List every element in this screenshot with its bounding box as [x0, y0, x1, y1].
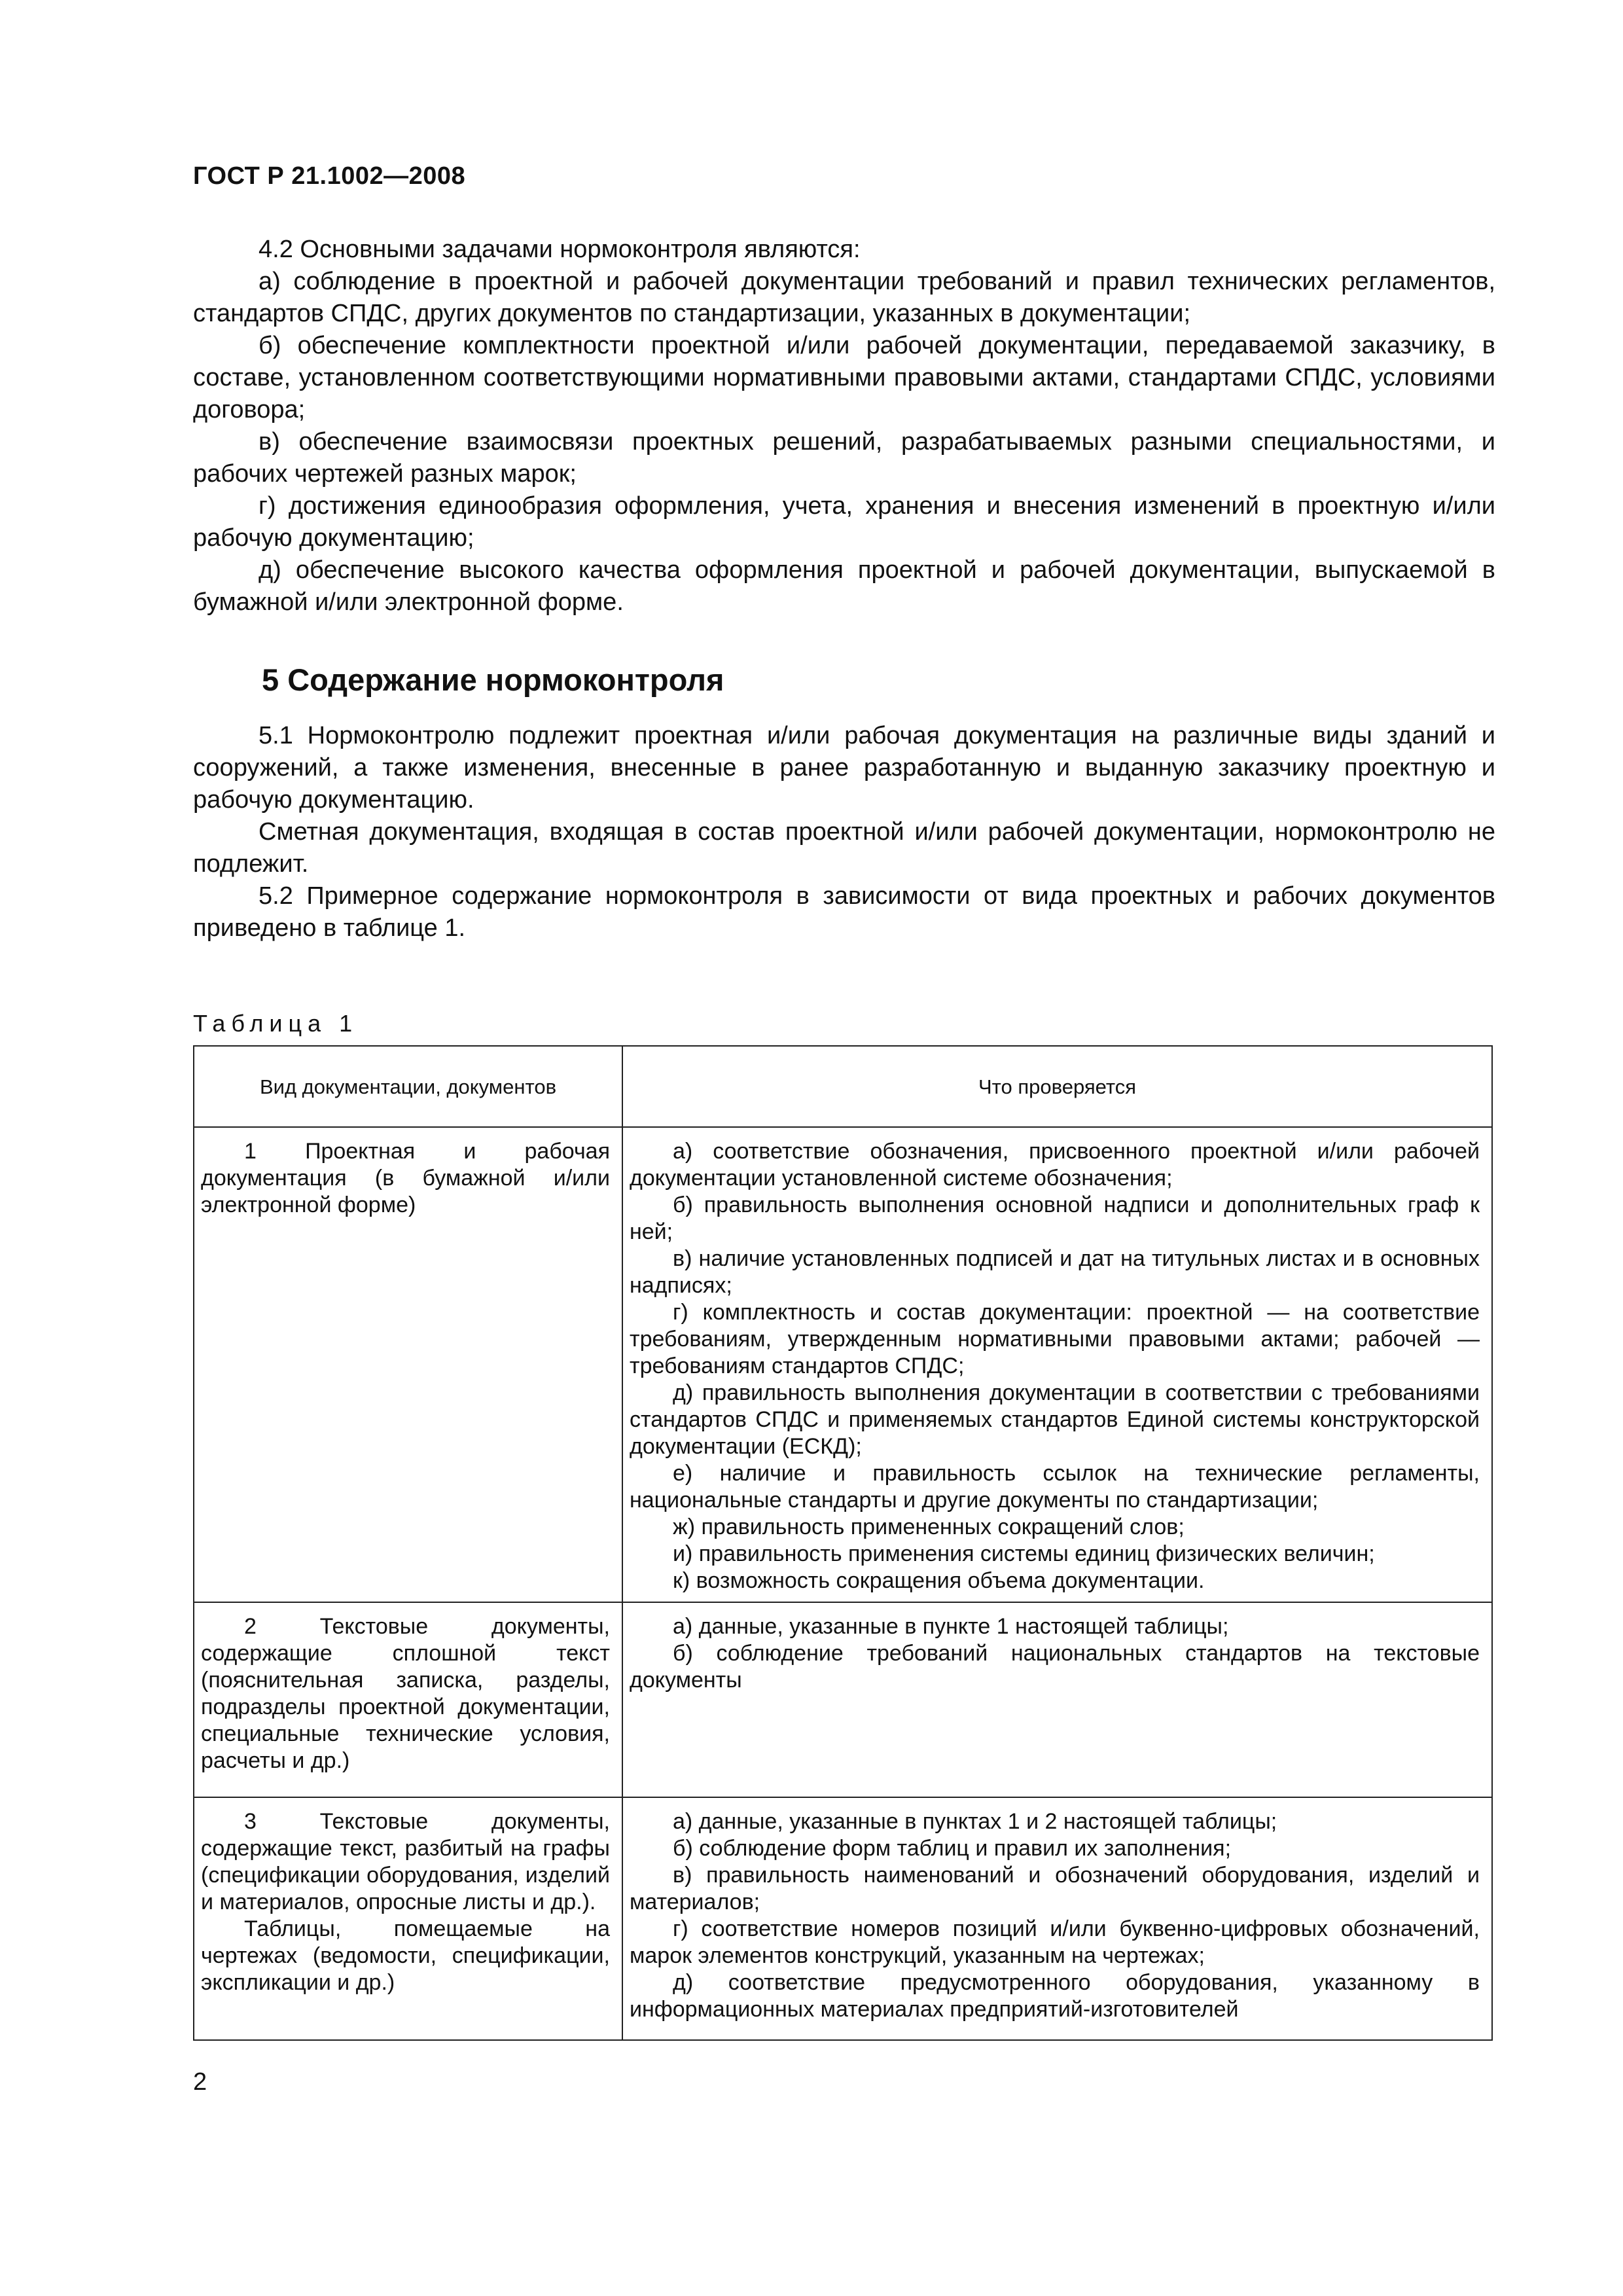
paragraph: Сметная документация, входящая в состав проектной и/или рабочей документации, нормоконтролю не подлежит.: [193, 818, 1495, 878]
paragraph: а) соблюдение в проектной и рабочей документации требований и правил технических регламентов, стандартов СПДС, других документов по стандартизации, указанных в документации;: [193, 268, 1495, 327]
cell-text: 1 Проектная и рабочая документация (в бумажной и/или электронной форме): [201, 1139, 610, 1217]
cell-text: г) комплектность и состав документации: проектной — на соответствие требованиям, утвержденным нормативными правовыми актами; рабочей — требованиям стандартов СПДС;: [630, 1300, 1480, 1378]
cell-text: ж) правильность примененных сокращений слов;: [673, 1515, 1185, 1539]
cell-text: б) правильность выполнения основной надписи и дополнительных граф к ней;: [630, 1193, 1480, 1244]
page-number: 2: [193, 2068, 207, 2096]
table-header-row: [194, 1046, 1492, 1127]
norm-control-table: [193, 1045, 1493, 2041]
cell-text: Таблицы, помещаемые на чертежах (ведомости, спецификации, экспликации и др.): [201, 1916, 610, 1995]
table-cell-doc-type: [194, 1127, 622, 1602]
section-5-text: [193, 720, 1495, 944]
cell-text: д) соответствие предусмотренного оборудования, указанному в информационных материалах предприятий-изготовителей: [630, 1970, 1480, 2022]
paragraph: 4.2 Основными задачами нормоконтроля являются:: [259, 236, 861, 263]
cell-text: 2 Текстовые документы, содержащие сплошной текст (пояснительная записка, разделы, подразделы проектной документации, специальные технические условия, расчеты и др.): [201, 1614, 610, 1773]
cell-text: г) соответствие номеров позиций и/или буквенно-цифровых обозначений, марок элементов конструкций, указанным на чертежах;: [630, 1916, 1480, 1968]
paragraph: 5.1 Нормоконтролю подлежит проектная и/или рабочая документация на различные виды зданий и сооружений, а также изменения, внесенные в ранее разработанную и выданную заказчику проектную и рабочую документацию.: [193, 722, 1495, 814]
cell-text: в) наличие установленных подписей и дат на титульных листах и в основных надписях;: [630, 1246, 1480, 1298]
cell-text: в) правильность наименований и обозначений оборудования, изделий и материалов;: [630, 1863, 1480, 1914]
paragraph: г) достижения единообразия оформления, учета, хранения и внесения изменений в проектную и/или рабочую документацию;: [193, 492, 1495, 552]
table-cell-doc-type: [194, 1797, 622, 2040]
paragraph: в) обеспечение взаимосвязи проектных решений, разрабатываемых разными специальностями, и рабочих чертежей разных марок;: [193, 428, 1495, 488]
table-caption: Таблица 1: [193, 1010, 359, 1037]
paragraph: б) обеспечение комплектности проектной и/или рабочей документации, передаваемой заказчику, в составе, установленном соответствующими нормативными правовыми актами, стандартами СПДС, условиями договора;: [193, 332, 1495, 423]
cell-text: 3 Текстовые документы, содержащие текст, разбитый на графы (спецификации оборудования, изделий и материалов, опросные листы и др.).: [201, 1809, 610, 1914]
table-row: [194, 1127, 1492, 1602]
cell-text: а) соответствие обозначения, присвоенного проектной и/или рабочей документации установленной системе обозначения;: [630, 1139, 1480, 1191]
table-cell-checked: [622, 1797, 1492, 2040]
column-header-doc-type: Вид документации, документов: [194, 1046, 622, 1127]
table-cell-checked: [622, 1127, 1492, 1602]
table-cell-checked: [622, 1602, 1492, 1797]
column-header-checked: Что проверяется: [622, 1046, 1492, 1127]
cell-text: и) правильность применения системы единиц физических величин;: [673, 1541, 1375, 1566]
paragraph: д) обеспечение высокого качества оформления проектной и рабочей документации, выпускаемой в бумажной и/или электронной форме.: [193, 556, 1495, 616]
cell-text: е) наличие и правильность ссылок на технические регламенты, национальные стандарты и другие документы по стандартизации;: [630, 1461, 1480, 1513]
cell-text: к) возможность сокращения объема документации.: [673, 1568, 1205, 1593]
table-cell-doc-type: [194, 1602, 622, 1797]
cell-text: д) правильность выполнения документации в соответствии с требованиями стандартов СПДС и применяемых стандартов Единой системы конструкторской документации (ЕСКД);: [630, 1380, 1480, 1459]
cell-text: а) данные, указанные в пунктах 1 и 2 настоящей таблицы;: [673, 1809, 1277, 1834]
table-row: [194, 1602, 1492, 1797]
cell-text: б) соблюдение требований национальных стандартов на текстовые документы: [630, 1641, 1480, 1693]
table-row: [194, 1797, 1492, 2040]
cell-text: а) данные, указанные в пункте 1 настоящей таблицы;: [673, 1614, 1229, 1639]
cell-text: б) соблюдение форм таблиц и правил их заполнения;: [673, 1836, 1232, 1861]
paragraph: 5.2 Примерное содержание нормоконтроля в зависимости от вида проектных и рабочих документов приведено в таблице 1.: [193, 882, 1495, 942]
document-code: ГОСТ Р 21.1002—2008: [193, 162, 466, 190]
section-4-text: [193, 234, 1495, 619]
section-5-heading: 5 Содержание нормоконтроля: [262, 662, 724, 697]
